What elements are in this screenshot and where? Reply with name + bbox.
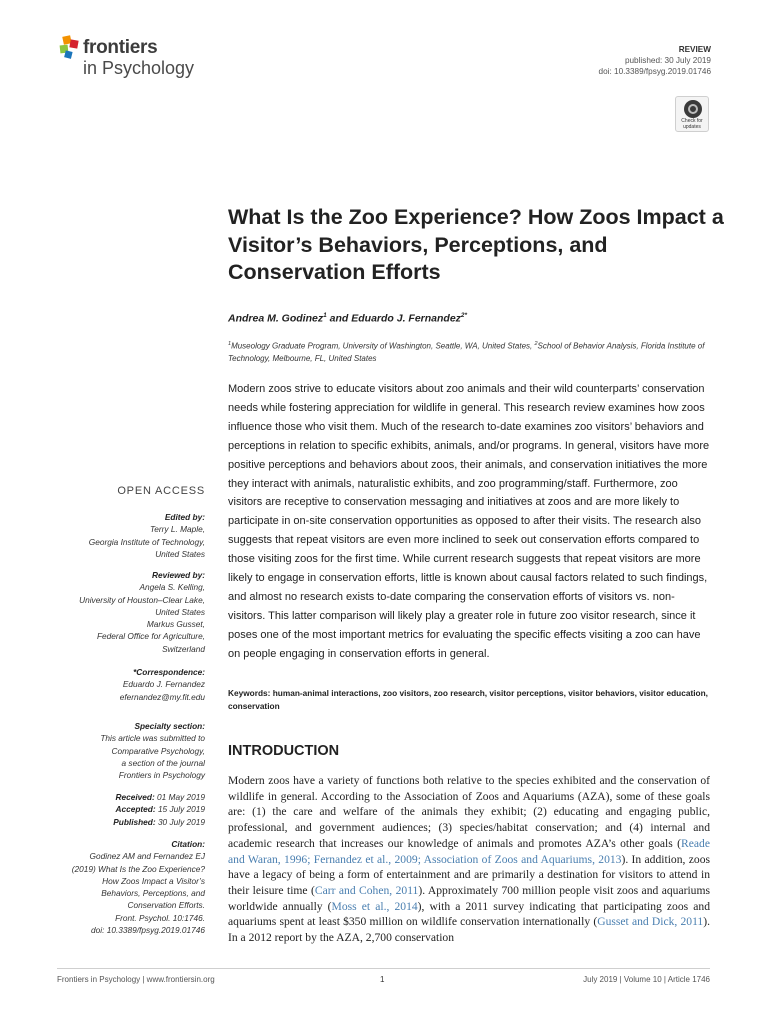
article-doi[interactable]: doi: 10.3389/fpsyg.2019.01746 <box>598 67 711 76</box>
author-name[interactable]: Andrea M. Godinez <box>228 312 324 325</box>
reviewer-name[interactable]: Markus Gusset, <box>146 619 205 630</box>
frontiers-logo-icon <box>57 34 83 60</box>
footer-divider <box>57 968 710 969</box>
affil-sup: 2 <box>534 341 538 347</box>
received-label: Received: <box>115 792 155 802</box>
open-access-label: OPEN ACCESS <box>117 485 205 497</box>
reviewer-name[interactable]: Angela S. Kelling, <box>139 582 205 593</box>
section-heading-introduction: INTRODUCTION <box>228 743 340 759</box>
citation-link[interactable]: Reade and Waran, 1996; Fernandez et al., 2009; Association of Zoos and Aquariums, 2013 <box>228 836 710 866</box>
article-type: REVIEW <box>678 45 711 54</box>
article-title: What Is the Zoo Experience? How Zoos Impact a Visitor’s Behaviors, Perceptions, and Conservation Efforts <box>228 205 724 284</box>
published-label: Published: <box>113 816 156 827</box>
citation-text: Front. Psychol. 10:1746. <box>115 912 205 923</box>
abstract: Modern zoos strive to educate visitors about zoo animals and their wild counterparts’ conservation needs while fostering appreciation for wildlife in general. This research review examines how zoos influence those who visit them. Much of the research to-date examines zoo visitors’ behaviors and perceptions in relation to specific exhibits, animals, and/or programs. In general, visitors have more positive perceptions and behaviors about zoos, their animals, and conservation initiatives the more they interact with animals, naturalistic exhibits, and zoo programming/staff. Furthermore, zoo visitors are receptive to conservation messaging and initiatives at zoos and are more likely to participate in on-site conservation opportunities as opposed to after their visits. The research also suggests that repeat visitors are even more inclined to seek out conservation efforts compared to those visiting zoos for the first time. While current research suggests that repeat visitors are more likely to engage in conservation efforts, little is known about causal factors related to such findings, and almost no research exists to-date comparing the conservation efforts of visitors vs. non-visitors. This latter comparison will likely play a greater role in future zoo visitor research, since it poses one of the most important metrics for evaluating the specific effects visiting a zoo can have on people engaging in conservation efforts in general. <box>228 383 710 660</box>
citation-text: Conservation Efforts. <box>127 900 205 911</box>
citation-block <box>35 838 205 936</box>
published-date-sidebar: 30 July 2019 <box>155 816 205 827</box>
dates-block <box>35 791 205 828</box>
footer-issue-info: July 2019 | Volume 10 | Article 1746 <box>583 975 710 984</box>
citation-doi[interactable]: doi: 10.3389/fpsyg.2019.01746 <box>91 925 205 936</box>
reviewed-by-label: Reviewed by: <box>151 570 205 580</box>
author-affil-sup: 1 <box>323 312 327 319</box>
citation-text: Behaviors, Perceptions, and <box>101 888 205 899</box>
editor-name[interactable]: Terry L. Maple, <box>149 524 205 535</box>
accepted-date: 15 July 2019 <box>155 804 205 815</box>
citation-text: How Zoos Impact a Visitor’s <box>102 875 205 886</box>
reviewer-affiliation: University of Houston–Clear Lake, <box>79 594 205 605</box>
citation-text: (2019) What Is the Zoo Experience? <box>71 863 205 874</box>
affil-sup: 1 <box>228 341 232 347</box>
accepted-label: Accepted: <box>115 804 156 815</box>
citation-label: Citation: <box>171 839 205 849</box>
specialty-label: Specialty section: <box>134 721 205 731</box>
reviewers-block <box>35 569 205 655</box>
check-for-updates-button[interactable] <box>675 96 709 132</box>
edited-by-label: Edited by: <box>164 512 205 522</box>
body-text-run: ). Approximately 700 million people visit zoos and aquariums worldwide annually ( <box>228 883 711 913</box>
citation-link[interactable]: Gusset and Dick, 2011 <box>597 915 704 929</box>
editor-affiliation: Georgia Institute of Technology, <box>88 536 205 547</box>
article-meta <box>599 44 711 77</box>
body-text-run: ). In a 2012 report by the AZA, 2,700 conservation <box>228 915 710 945</box>
reviewer-affiliation: Switzerland <box>162 643 205 654</box>
citation-link[interactable]: Moss et al., 2014 <box>331 899 418 913</box>
correspondence-label: *Correspondence: <box>133 667 205 677</box>
specialty-text: Comparative Psychology, <box>111 745 205 756</box>
published-date: published: 30 July 2019 <box>624 56 711 65</box>
citation-link[interactable]: Carr and Cohen, 2011 <box>314 883 419 897</box>
affiliation: School of Behavior Analysis, Florida Institute of Technology, Melbourne, FL, United States <box>228 341 705 363</box>
journal-brand: frontiers <box>83 37 158 58</box>
keywords: Keywords: human-animal interactions, zoo visitors, zoo research, visitor perceptions, visitor behaviors, visitor education, conservation <box>228 688 708 711</box>
authors-and: and <box>326 312 352 325</box>
body-text-run: ). In addition, zoos have a legacy of being a form of entertainment and are primarily a destination for visitors to attend in their leisure time ( <box>228 852 710 897</box>
author-list <box>228 312 467 325</box>
introduction-paragraph <box>228 773 710 946</box>
affiliation: Museology Graduate Program, University of Washington, Seattle, WA, United States, <box>231 341 535 351</box>
body-text-run: ), with a 2011 survey indicating that participating zoos and aquariums spent at least $350 million on wildlife conservation internationally ( <box>228 899 710 929</box>
editor-block <box>35 511 205 560</box>
check-updates-label: Check for updates <box>681 118 703 130</box>
correspondence-name: Eduardo J. Fernandez <box>122 679 205 690</box>
specialty-text: Frontiers in Psychology <box>118 770 205 781</box>
specialty-block <box>35 720 205 781</box>
reviewer-affiliation: United States <box>155 606 205 617</box>
footer-journal-link[interactable]: Frontiers in Psychology | www.frontiersin.org <box>57 975 215 984</box>
citation-text: Godinez AM and Fernandez EJ <box>89 851 205 862</box>
author-name[interactable]: Eduardo J. Fernandez <box>351 312 461 325</box>
editor-affiliation: United States <box>155 548 205 559</box>
specialty-text: This article was submitted to <box>100 733 205 744</box>
body-text-run: Modern zoos have a variety of functions both relative to the species exhibited and the conservation of wildlife in general. According to the Association of Zoos and Aquariums (AZA), some of these goals are: (1) the care and welfare of the animals they exhibit; (2) educating and engaging public, professional, and government audiences; (3) species/habitat conservation; and (4) internal and academic research that increases our knowledge of animals and promotes AZA’s other goals ( <box>228 774 710 850</box>
check-updates-icon <box>684 100 702 118</box>
correspondence-block <box>35 666 205 703</box>
page-number: 1 <box>380 975 385 984</box>
specialty-text: a section of the journal <box>121 757 205 768</box>
journal-name: in Psychology <box>83 58 195 78</box>
affiliations <box>228 338 718 365</box>
received-date: 01 May 2019 <box>154 792 205 802</box>
journal-logo[interactable] <box>57 31 207 81</box>
author-affil-sup: 2* <box>460 312 468 319</box>
correspondence-email[interactable]: efernandez@my.fit.edu <box>119 691 205 702</box>
reviewer-affiliation: Federal Office for Agriculture, <box>96 631 205 642</box>
